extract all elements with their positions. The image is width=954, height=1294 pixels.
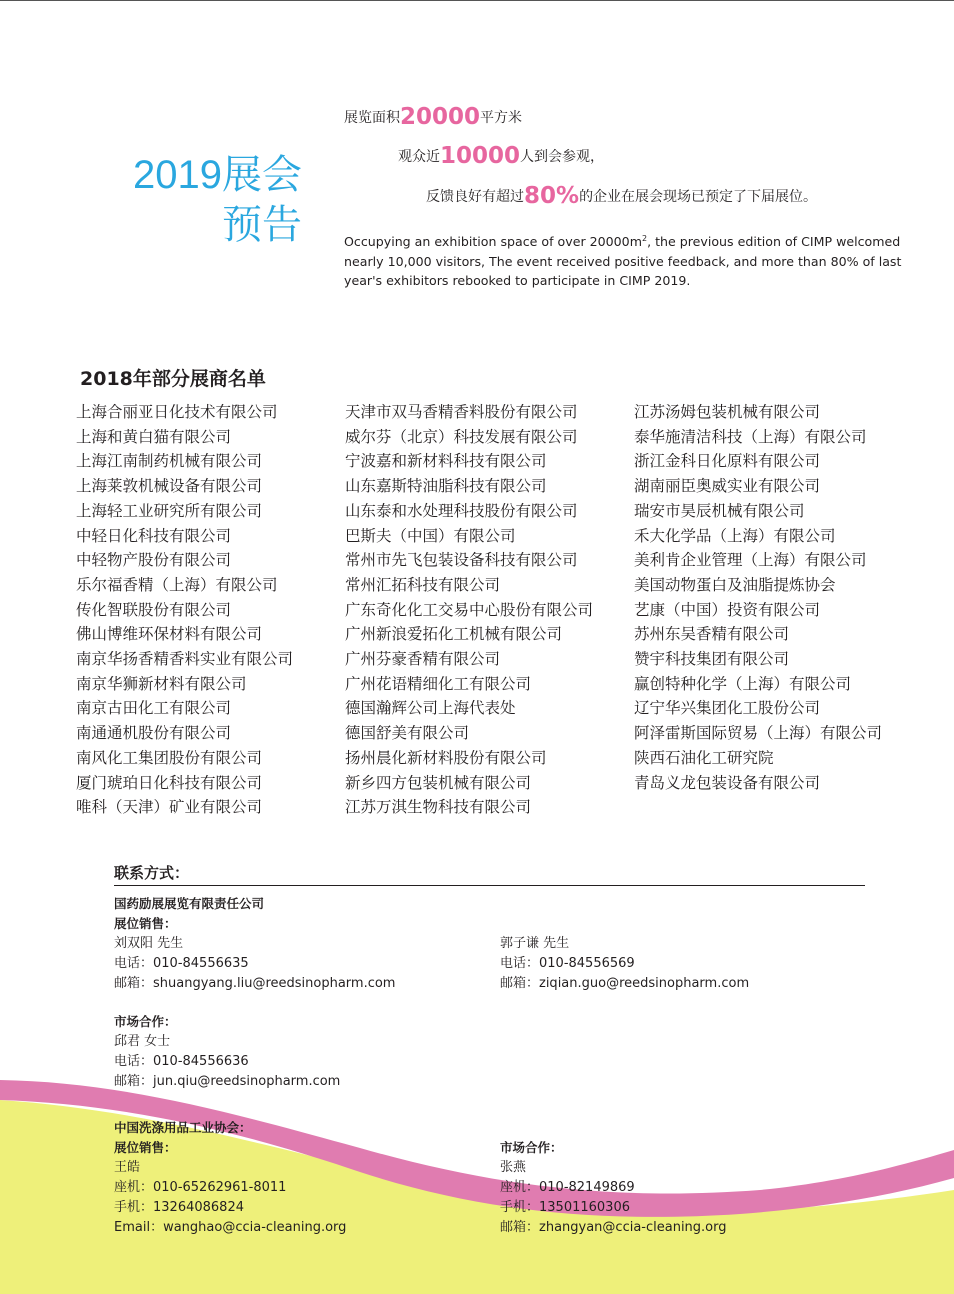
intro-en-sup: 2 [641, 234, 648, 243]
exhibitor-item: 南京古田化工有限公司 [76, 699, 232, 718]
contact-phone: 电话：010-84556569 [500, 956, 635, 971]
contact-landline: 座机：010-82149869 [500, 1180, 635, 1195]
exhibitor-item: 南通通机股份有限公司 [76, 724, 232, 743]
exhibitors-column-2 [345, 400, 593, 820]
exhibitor-item: 山东嘉斯特油脂科技有限公司 [345, 477, 547, 496]
exhibitor-item: 禾大化学品（上海）有限公司 [634, 526, 836, 545]
contact-block-ccia-market [500, 1138, 727, 1238]
sales-label: 展位销售： [114, 1140, 177, 1155]
contact-block-reed-sales-2 [500, 934, 749, 994]
exhibitor-item: 艺康（中国）投资有限公司 [634, 600, 821, 619]
intro-english [344, 229, 904, 291]
contact-email[interactable]: 邮箱：shuangyang.liu@reedsinopharm.com [114, 976, 396, 991]
exhibitor-item: 泰华施清洁科技（上海）有限公司 [634, 427, 867, 446]
exhibitor-item: 南风化工集团股份有限公司 [76, 748, 263, 767]
exhibitor-item: 上海江南制药机械有限公司 [76, 452, 263, 471]
badge-line-1: 2019展会 [133, 153, 302, 197]
exhibitor-item: 湖南丽臣奥威实业有限公司 [634, 477, 821, 496]
market-label: 市场合作： [114, 1014, 177, 1029]
top-rule [0, 0, 954, 1]
exhibitor-item: 美利肯企业管理（上海）有限公司 [634, 551, 867, 570]
exhibitor-item: 南京华扬香精香料实业有限公司 [76, 650, 294, 669]
exhibitor-item: 辽宁华兴集团化工股份公司 [634, 699, 821, 718]
exhibitor-item: 广州花语精细化工有限公司 [345, 674, 532, 693]
exhibitor-item: 浙江金科日化原料有限公司 [634, 452, 821, 471]
exhibitor-item: 常州市先飞包装设备科技有限公司 [345, 551, 578, 570]
stat-area-pre: 展览面积 [344, 110, 400, 126]
exhibitor-item: 中轻日化科技有限公司 [76, 526, 232, 545]
stat-visitors-pre: 观众近 [398, 149, 440, 165]
exhibitor-item: 佛山博维环保材料有限公司 [76, 625, 263, 644]
stat-rebook [426, 183, 817, 209]
stat-visitors-number: 10000 [440, 143, 521, 169]
contact-email[interactable]: 邮箱：ziqian.guo@reedsinopharm.com [500, 976, 750, 991]
exhibitor-item: 传化智联股份有限公司 [76, 600, 232, 619]
exhibitor-item: 赞宇科技集团有限公司 [634, 650, 790, 669]
exhibitor-item: 上海轻工业研究所有限公司 [76, 501, 263, 520]
sales-label: 展位销售： [114, 916, 177, 931]
stat-rebook-number: 80% [524, 183, 580, 209]
contact-mobile: 手机：13264086824 [114, 1200, 244, 1215]
contact-mobile: 手机：13501160306 [500, 1200, 630, 1215]
stat-area-post: 平方米 [480, 110, 523, 126]
exhibitor-item: 巴斯夫（中国）有限公司 [345, 526, 516, 545]
stat-rebook-post: 的企业在展会现场已预定了下届展位。 [579, 189, 818, 205]
exhibitor-item: 上海和黄白猫有限公司 [76, 427, 232, 446]
exhibitor-item: 中轻物产股份有限公司 [76, 551, 232, 570]
exhibitor-item: 苏州东吴香精有限公司 [634, 625, 790, 644]
org-ccia: 中国洗涤用品工业协会： [114, 1120, 252, 1135]
badge-title [92, 150, 302, 250]
exhibitor-item: 江苏万淇生物科技有限公司 [345, 798, 532, 817]
exhibitor-item: 德国舒美有限公司 [345, 724, 470, 743]
market-label: 市场合作： [500, 1140, 563, 1155]
exhibitor-item: 广州芬豪香精有限公司 [345, 650, 501, 669]
exhibitor-item: 厦门琥珀日化科技有限公司 [76, 773, 263, 792]
stat-visitors [398, 143, 604, 169]
contact-phone: 电话：010-84556635 [114, 956, 249, 971]
exhibitor-item: 美国动物蛋白及油脂提炼协会 [634, 575, 836, 594]
intro-en-part2: , the previous edition of CIMP welcomed nearly 10,000 visitors, The event received positive feedback, and more than 80% of last year's exhibitors rebooked to participate in CIMP 2019. [344, 234, 902, 289]
exhibitor-item: 阿泽雷斯国际贸易（上海）有限公司 [634, 724, 883, 743]
exhibitor-item: 青岛义龙包装设备有限公司 [634, 773, 821, 792]
contact-name: 刘双阳 先生 [114, 936, 184, 951]
org-reed: 国药励展展览有限责任公司 [114, 896, 265, 911]
exhibitor-item: 唯科（天津）矿业有限公司 [76, 798, 263, 817]
stat-area [344, 104, 522, 130]
exhibitor-item: 威尔芬（北京）科技发展有限公司 [345, 427, 578, 446]
exhibitor-item: 新乡四方包装机械有限公司 [345, 773, 532, 792]
intro-en-part1: Occupying an exhibition space of over 20000m [344, 234, 642, 250]
exhibitor-item: 上海合丽亚日化技术有限公司 [76, 403, 278, 421]
contact-email[interactable]: 邮箱：jun.qiu@reedsinopharm.com [114, 1074, 341, 1089]
stat-rebook-pre: 反馈良好有超过 [426, 189, 524, 205]
exhibitor-item: 乐尔福香精（上海）有限公司 [76, 575, 278, 594]
exhibitor-item: 广州新浪爱拓化工机械有限公司 [345, 625, 563, 644]
exhibitor-item: 德国瀚辉公司上海代表处 [345, 699, 516, 718]
contact-landline: 座机：010-65262961-8011 [114, 1180, 287, 1195]
contact-block-reed-market [114, 1012, 340, 1092]
exhibitor-item: 江苏汤姆包装机械有限公司 [634, 403, 821, 421]
contact-divider [114, 885, 865, 886]
contact-phone: 电话：010-84556636 [114, 1054, 249, 1069]
contact-email[interactable]: 邮箱：zhangyan@ccia-cleaning.org [500, 1220, 727, 1235]
exhibitor-item: 瑞安市昊辰机械有限公司 [634, 501, 805, 520]
stat-visitors-post: 人到会参观， [520, 149, 605, 165]
exhibitors-column-1 [76, 400, 293, 820]
contact-name: 张燕 [500, 1160, 527, 1175]
contact-block-reed-sales [114, 894, 395, 994]
exhibitor-item: 上海莱敦机械设备有限公司 [76, 477, 263, 496]
contact-name: 邱君 女士 [114, 1034, 171, 1049]
exhibitor-item: 天津市双马香精香料股份有限公司 [345, 403, 578, 421]
contact-name: 郭子谦 先生 [500, 936, 570, 951]
contact-name: 王皓 [114, 1160, 141, 1175]
exhibitors-title: 2018年部分展商名单 [80, 368, 266, 390]
stat-area-number: 20000 [400, 104, 481, 130]
exhibitors-column-3 [634, 400, 882, 795]
contact-title: 联系方式： [114, 864, 190, 882]
exhibitor-item: 赢创特种化学（上海）有限公司 [634, 674, 852, 693]
contact-email[interactable]: Email：wanghao@ccia-cleaning.org [114, 1220, 347, 1235]
exhibitor-item: 陕西石油化工研究院 [634, 748, 774, 767]
exhibitor-item: 南京华狮新材料有限公司 [76, 674, 247, 693]
contact-block-ccia-sales [114, 1118, 346, 1238]
exhibitor-item: 常州汇拓科技有限公司 [345, 575, 501, 594]
badge-line-2: 预告 [222, 203, 302, 247]
exhibitor-item: 山东泰和水处理科技股份有限公司 [345, 501, 578, 520]
exhibitor-item: 扬州晨化新材料股份有限公司 [345, 748, 547, 767]
exhibitor-item: 广东奇化化工交易中心股份有限公司 [345, 600, 594, 619]
exhibitor-item: 宁波嘉和新材料科技有限公司 [345, 452, 547, 471]
